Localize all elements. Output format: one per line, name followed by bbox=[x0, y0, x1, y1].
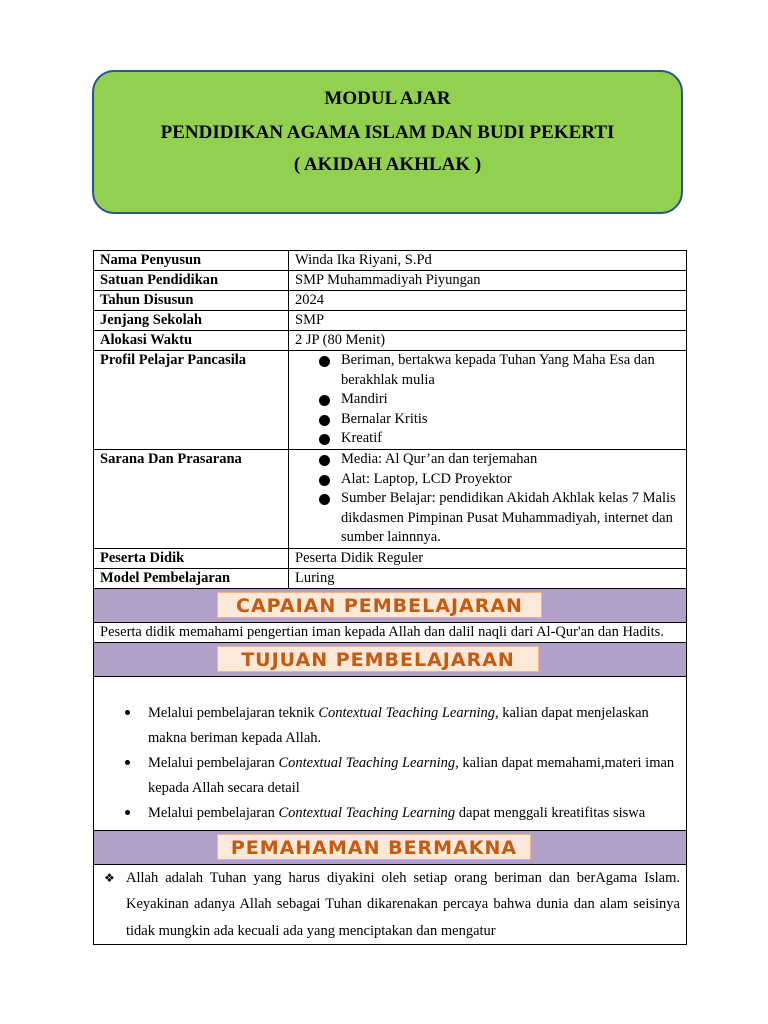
table-row bbox=[94, 449, 687, 548]
tujuan-band bbox=[94, 642, 687, 676]
row-label: Tahun Disusun bbox=[94, 291, 289, 311]
pemahaman-band bbox=[94, 830, 687, 864]
table-row bbox=[94, 351, 687, 450]
tujuan-list bbox=[94, 677, 686, 830]
list-item: Melalui pembelajaran Contextual Teaching Learning, kalian dapat memahami,materi iman kepada Allah secara detail bbox=[122, 751, 680, 801]
row-label: Satuan Pendidikan bbox=[94, 271, 289, 291]
section-header-row bbox=[94, 642, 687, 676]
pemahaman-cell bbox=[94, 864, 687, 945]
row-value: SMP bbox=[289, 311, 687, 331]
table-row bbox=[94, 331, 687, 351]
module-title: MODUL AJAR bbox=[324, 88, 451, 109]
row-label: Peserta Didik bbox=[94, 548, 289, 568]
row-label: Model Pembelajaran bbox=[94, 568, 289, 588]
row-label: Nama Penyusun bbox=[94, 251, 289, 271]
row-label: Sarana Dan Prasarana bbox=[94, 449, 289, 548]
list-item: Media: Al Qur’an dan terjemahan bbox=[319, 450, 680, 470]
profil-list bbox=[295, 351, 680, 449]
list-item: Melalui pembelajaran Contextual Teaching Learning dapat menggali kreatifitas siswa bbox=[122, 801, 680, 826]
table-row bbox=[94, 311, 687, 331]
capaian-banner: CAPAIAN PEMBELAJARAN bbox=[217, 592, 542, 618]
row-value bbox=[289, 351, 687, 450]
row-label: Profil Pelajar Pancasila bbox=[94, 351, 289, 450]
list-item: Mandiri bbox=[319, 390, 680, 410]
capaian-band bbox=[94, 588, 687, 622]
row-value: SMP Muhammadiyah Piyungan bbox=[289, 271, 687, 291]
sarana-list bbox=[295, 450, 680, 548]
row-value: Luring bbox=[289, 568, 687, 588]
list-item: Alat: Laptop, LCD Proyektor bbox=[319, 470, 680, 490]
tujuan-cell bbox=[94, 676, 687, 830]
section-header-row bbox=[94, 830, 687, 864]
table-row bbox=[94, 251, 687, 271]
table-row bbox=[94, 864, 687, 945]
list-item: Bernalar Kritis bbox=[319, 410, 680, 430]
row-value: Peserta Didik Reguler bbox=[289, 548, 687, 568]
table-row bbox=[94, 548, 687, 568]
row-label: Jenjang Sekolah bbox=[94, 311, 289, 331]
table-row bbox=[94, 676, 687, 830]
list-item: Kreatif bbox=[319, 429, 680, 449]
pemahaman-banner: PEMAHAMAN BERMAKNA bbox=[217, 834, 531, 860]
table-row bbox=[94, 568, 687, 588]
row-value bbox=[289, 449, 687, 548]
capaian-text: Peserta didik memahami pengertian iman kepada Allah dan dalil naqli dari Al-Qur'an dan Hadits. bbox=[94, 622, 687, 642]
list-item: Melalui pembelajaran teknik Contextual Teaching Learning, kalian dapat menjelaskan makna beriman kepada Allah. bbox=[122, 701, 680, 751]
module-info-table bbox=[93, 250, 687, 945]
list-item: ❖ Allah adalah Tuhan yang harus diyakini oleh setiap orang beriman dan berAgama Islam. Keyakinan adanya Allah sebagai Tuhan dikarenakan percaya bahwa dunia dan alam seisinya tidak mungkin ada kecuali ada yang menciptakan dan mengatur bbox=[100, 865, 680, 945]
row-value: Winda Ika Riyani, S.Pd bbox=[289, 251, 687, 271]
table-row bbox=[94, 271, 687, 291]
list-item: Sumber Belajar: pendidikan Akidah Akhlak kelas 7 Malis dikdasmen Pimpinan Pusat Muhammadiyah, internet dan sumber lainnnya. bbox=[319, 489, 680, 548]
topic-title: ( AKIDAH AKHLAK ) bbox=[293, 154, 482, 175]
section-header-row bbox=[94, 588, 687, 622]
table-row bbox=[94, 622, 687, 642]
pemahaman-list bbox=[94, 865, 680, 945]
row-value: 2 JP (80 Menit) bbox=[289, 331, 687, 351]
subject-title: PENDIDIKAN AGAMA ISLAM DAN BUDI PEKERTI bbox=[160, 122, 615, 143]
row-label: Alokasi Waktu bbox=[94, 331, 289, 351]
list-item: Beriman, bertakwa kepada Tuhan Yang Maha Esa dan berakhlak mulia bbox=[319, 351, 680, 390]
tujuan-banner: TUJUAN PEMBELAJARAN bbox=[217, 646, 539, 672]
table-row bbox=[94, 291, 687, 311]
title-box bbox=[92, 70, 683, 214]
row-value: 2024 bbox=[289, 291, 687, 311]
diamond-bullet-icon: ❖ bbox=[104, 870, 115, 885]
